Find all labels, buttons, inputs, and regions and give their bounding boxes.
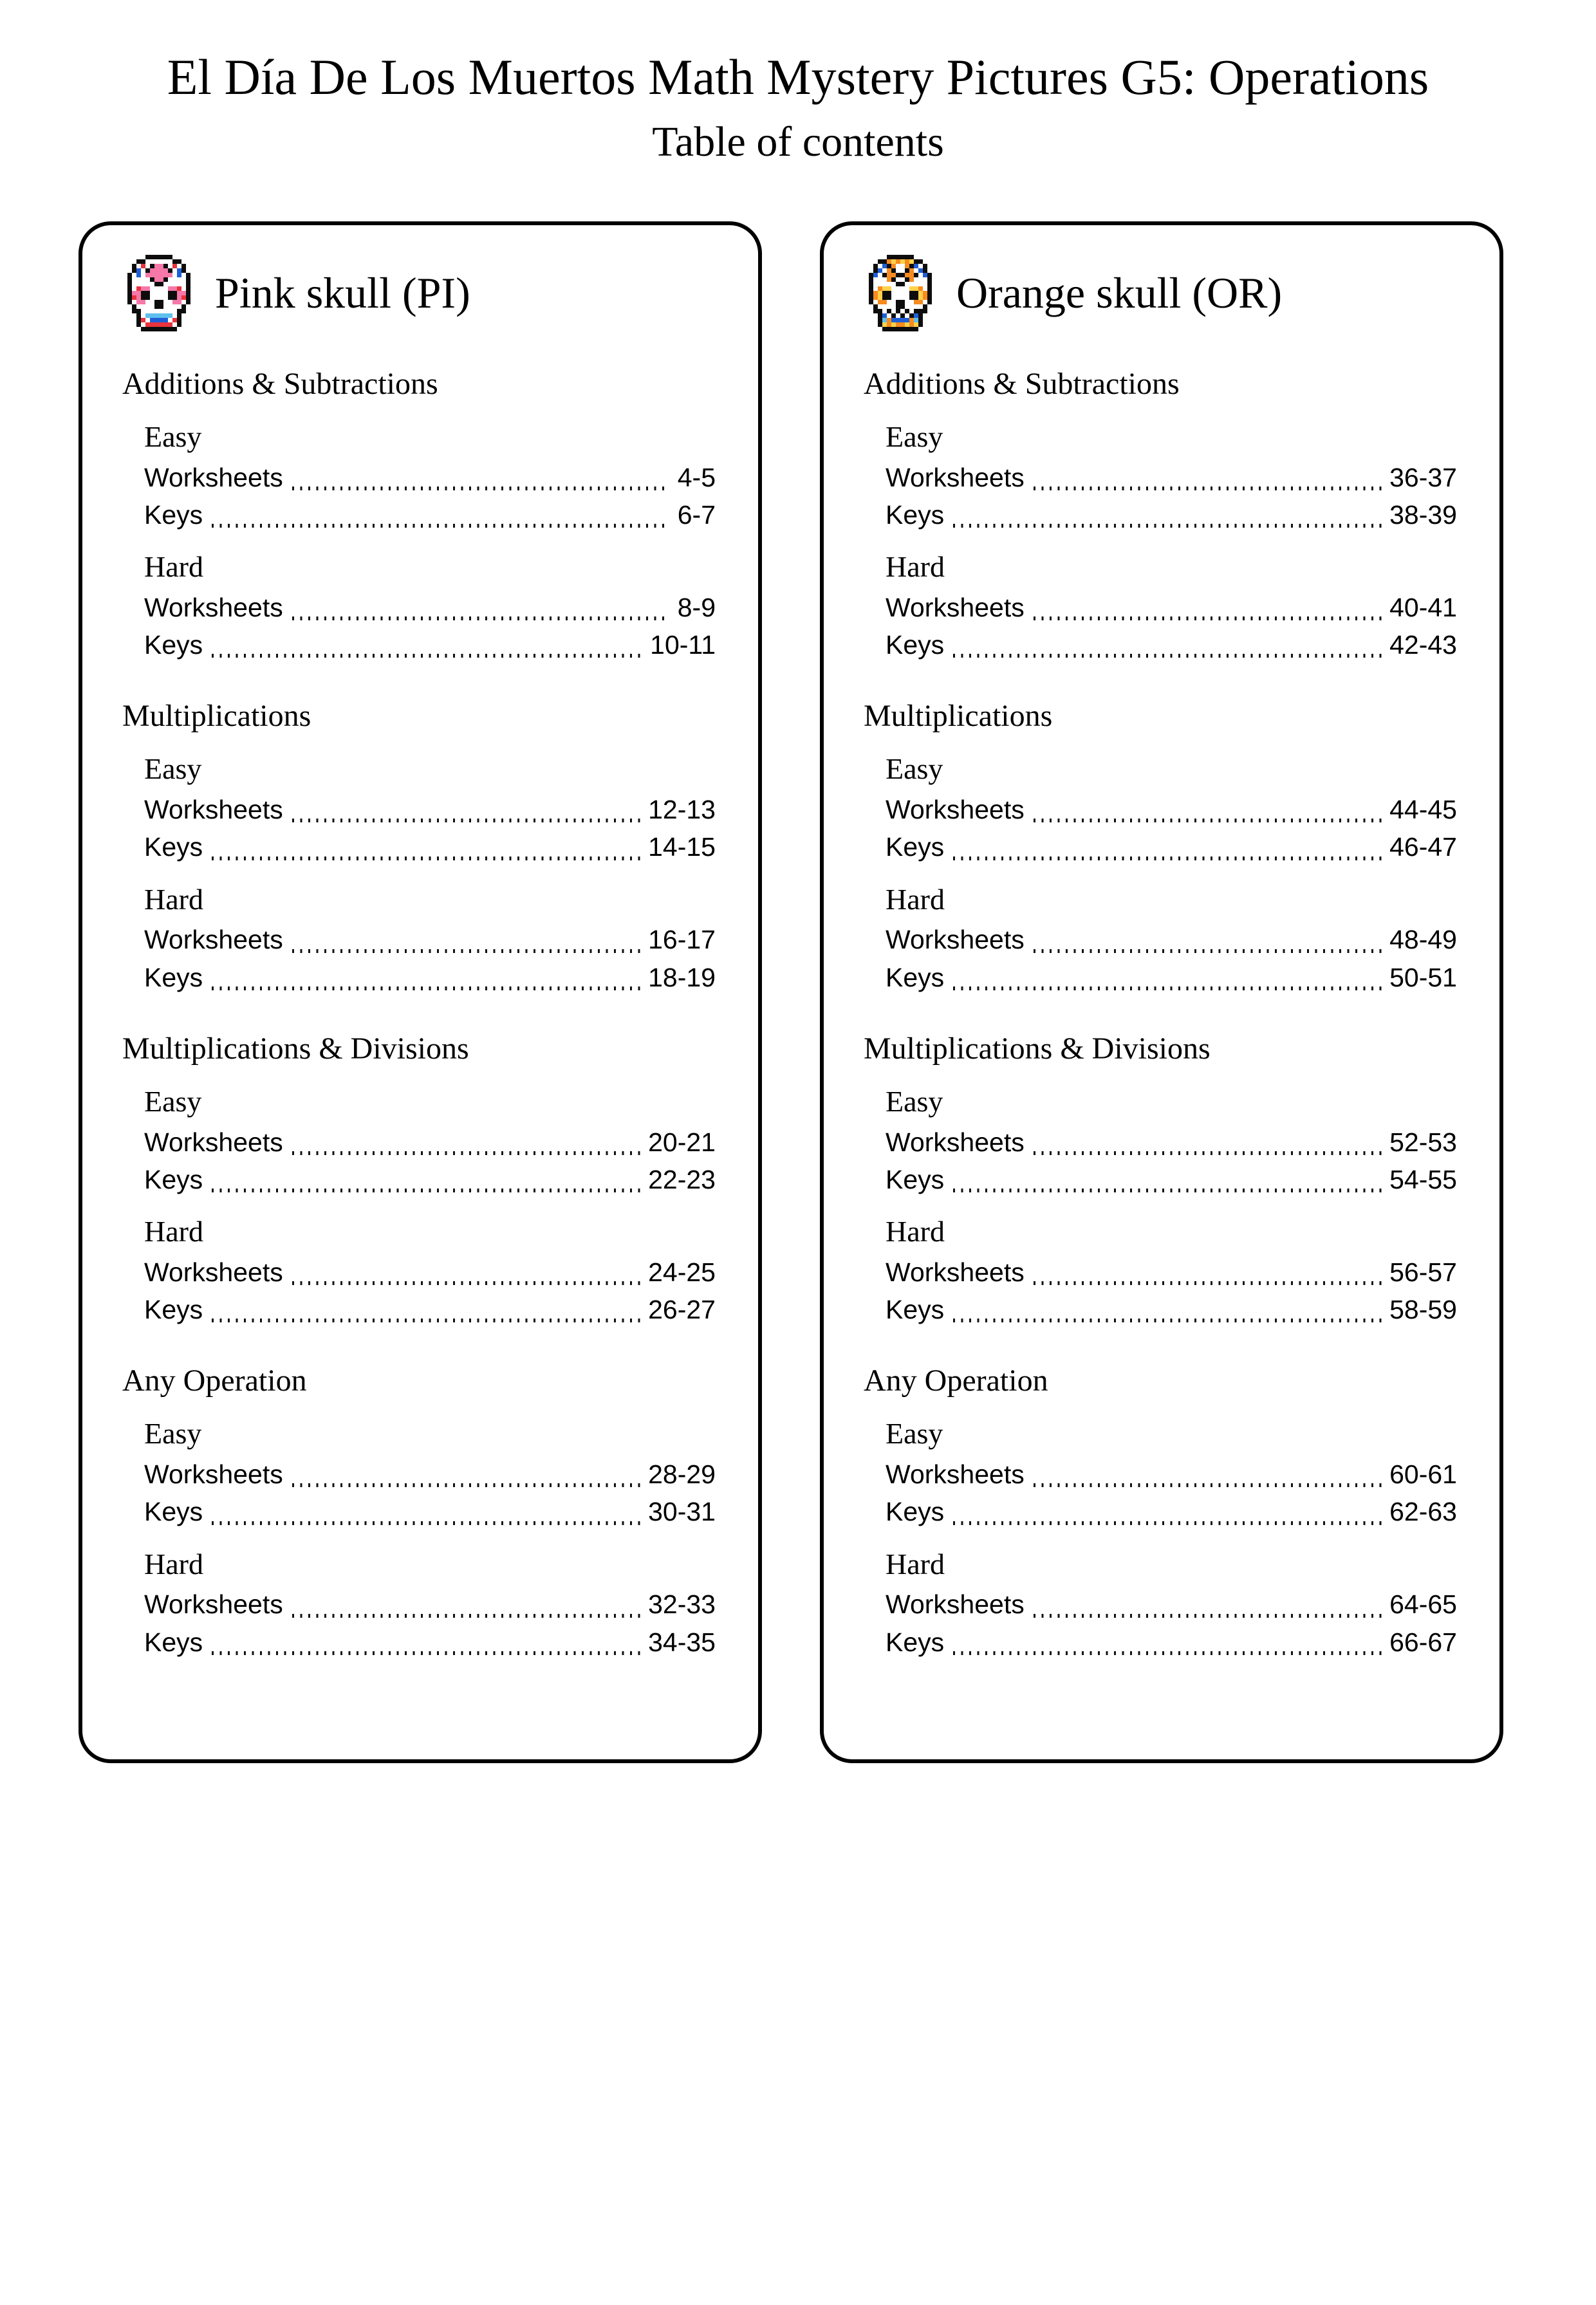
- section-any-operation: [864, 1362, 1457, 1660]
- entry-label: Worksheets: [144, 925, 283, 955]
- leader-dots: [292, 819, 640, 822]
- page-title: El Día De Los Muertos Math Mystery Pictures G5: Operations: [167, 49, 1429, 105]
- toc-entry: [144, 959, 716, 996]
- group-hard: [886, 880, 1457, 996]
- difficulty-label: Hard: [144, 1215, 203, 1248]
- entry-pages: 22-23: [648, 1164, 716, 1194]
- panel-title: Orange skull (OR): [956, 268, 1283, 317]
- toc-entry: [886, 459, 1457, 496]
- leader-dots: [212, 986, 640, 990]
- entry-pages: 42-43: [1389, 630, 1457, 660]
- pink-skull-icon: [127, 255, 190, 331]
- entry-label: Keys: [144, 1295, 203, 1325]
- leader-dots: [1034, 1281, 1382, 1285]
- group-hard: [886, 1545, 1457, 1661]
- section-multiplications: [864, 697, 1457, 995]
- toc-entry: [886, 1161, 1457, 1198]
- difficulty-label: Easy: [144, 420, 202, 453]
- entry-pages: 36-37: [1389, 462, 1457, 492]
- leader-dots: [212, 654, 642, 658]
- entry-pages: 64-65: [1389, 1589, 1457, 1620]
- entry-label: Worksheets: [886, 1127, 1025, 1157]
- difficulty-label: Hard: [144, 882, 203, 916]
- entry-pages: 34-35: [648, 1627, 716, 1657]
- entry-label: Worksheets: [144, 795, 283, 825]
- toc-panels: [0, 221, 1596, 1763]
- section-multiplications-divisions: [122, 1030, 716, 1328]
- entry-pages: 58-59: [1389, 1295, 1457, 1325]
- group-easy: [886, 418, 1457, 533]
- leader-dots: [1034, 486, 1382, 490]
- group-hard: [886, 548, 1457, 663]
- leader-dots: [953, 1189, 1382, 1192]
- difficulty-label: Easy: [886, 1417, 943, 1450]
- entry-label: Keys: [144, 630, 203, 660]
- entry-pages: 48-49: [1389, 925, 1457, 955]
- section-multiplications-divisions: [864, 1030, 1457, 1328]
- section-heading: Multiplications: [864, 699, 1053, 734]
- difficulty-label: Easy: [886, 420, 943, 453]
- difficulty-label: Hard: [144, 1547, 203, 1580]
- entry-label: Keys: [144, 832, 203, 862]
- leader-dots: [212, 1521, 640, 1525]
- difficulty-label: Hard: [886, 1215, 945, 1248]
- toc-entry: [144, 459, 716, 496]
- entry-label: Keys: [886, 832, 945, 862]
- section-heading: Additions & Subtractions: [864, 366, 1180, 401]
- toc-entry: [886, 1254, 1457, 1291]
- difficulty-label: Hard: [886, 1547, 945, 1580]
- leader-dots: [953, 986, 1382, 990]
- entry-label: Worksheets: [144, 592, 283, 622]
- section-multiplications: [122, 697, 716, 995]
- group-hard: [144, 1212, 716, 1328]
- toc-entry: [886, 1586, 1457, 1623]
- toc-entry: [886, 828, 1457, 866]
- toc-entry: [886, 626, 1457, 663]
- toc-entry: [144, 1254, 716, 1291]
- leader-dots: [1034, 616, 1382, 620]
- entry-label: Worksheets: [144, 1127, 283, 1157]
- toc-entry: [886, 1291, 1457, 1328]
- leader-dots: [1034, 1614, 1382, 1618]
- toc-entry: [886, 1456, 1457, 1493]
- entry-label: Keys: [144, 1164, 203, 1194]
- entry-label: Keys: [144, 499, 203, 530]
- entry-pages: 66-67: [1389, 1627, 1457, 1657]
- toc-entry: [886, 791, 1457, 828]
- toc-entry: [144, 1124, 716, 1161]
- leader-dots: [953, 856, 1382, 860]
- entry-pages: 20-21: [648, 1127, 716, 1157]
- toc-panel-orange-skull: [820, 221, 1503, 1763]
- leader-dots: [212, 856, 640, 860]
- group-easy: [144, 750, 716, 866]
- leader-dots: [212, 1651, 640, 1655]
- toc-entry: [144, 828, 716, 866]
- difficulty-label: Hard: [886, 550, 945, 584]
- toc-entry: [144, 626, 716, 663]
- entry-label: Worksheets: [144, 1589, 283, 1620]
- entry-label: Worksheets: [886, 1589, 1025, 1620]
- entry-label: Keys: [886, 499, 945, 530]
- entry-pages: 30-31: [648, 1497, 716, 1527]
- leader-dots: [292, 1151, 640, 1155]
- group-easy: [886, 1414, 1457, 1530]
- entry-pages: 50-51: [1389, 962, 1457, 992]
- entry-label: Worksheets: [144, 462, 283, 492]
- leader-dots: [1034, 819, 1382, 822]
- group-hard: [144, 1545, 716, 1661]
- entry-label: Worksheets: [886, 795, 1025, 825]
- leader-dots: [292, 949, 640, 953]
- entry-pages: 38-39: [1389, 499, 1457, 530]
- toc-entry: [886, 1493, 1457, 1530]
- leader-dots: [953, 654, 1382, 658]
- leader-dots: [292, 1614, 640, 1618]
- leader-dots: [953, 1319, 1382, 1322]
- leader-dots: [1034, 949, 1382, 953]
- entry-pages: 14-15: [648, 832, 716, 862]
- entry-pages: 4-5: [677, 462, 716, 492]
- group-easy: [144, 1082, 716, 1198]
- leader-dots: [953, 524, 1382, 528]
- entry-label: Keys: [886, 1295, 945, 1325]
- toc-entry: [886, 1624, 1457, 1661]
- toc-entry: [886, 959, 1457, 996]
- entry-pages: 8-9: [677, 592, 716, 622]
- entry-pages: 18-19: [648, 962, 716, 992]
- entry-label: Worksheets: [886, 462, 1025, 492]
- toc-entry: [886, 496, 1457, 533]
- toc-entry: [144, 921, 716, 958]
- section-heading: Multiplications: [122, 699, 311, 734]
- entry-label: Keys: [144, 1627, 203, 1657]
- entry-pages: 46-47: [1389, 832, 1457, 862]
- entry-label: Keys: [886, 1497, 945, 1527]
- section-additions-subtractions: [864, 365, 1457, 663]
- entry-pages: 12-13: [648, 795, 716, 825]
- entry-label: Worksheets: [886, 1459, 1025, 1490]
- group-easy: [144, 1414, 716, 1530]
- entry-pages: 6-7: [677, 499, 716, 530]
- entry-pages: 10-11: [650, 630, 716, 660]
- difficulty-label: Hard: [886, 882, 945, 916]
- entry-label: Worksheets: [886, 1257, 1025, 1287]
- toc-entry: [144, 1456, 716, 1493]
- entry-pages: 62-63: [1389, 1497, 1457, 1527]
- entry-pages: 60-61: [1389, 1459, 1457, 1490]
- leader-dots: [953, 1651, 1382, 1655]
- leader-dots: [292, 1281, 640, 1285]
- section-heading: Multiplications & Divisions: [864, 1031, 1211, 1066]
- toc-entry: [144, 589, 716, 626]
- leader-dots: [212, 1189, 640, 1192]
- toc-entry: [144, 1493, 716, 1530]
- toc-entry: [144, 1624, 716, 1661]
- difficulty-label: Easy: [144, 1417, 202, 1450]
- leader-dots: [212, 1319, 640, 1322]
- section-heading: Multiplications & Divisions: [122, 1031, 469, 1066]
- toc-entry: [144, 496, 716, 533]
- entry-label: Keys: [886, 1164, 945, 1194]
- entry-label: Worksheets: [144, 1257, 283, 1287]
- group-easy: [144, 418, 716, 533]
- entry-label: Worksheets: [886, 592, 1025, 622]
- entry-pages: 44-45: [1389, 795, 1457, 825]
- entry-pages: 24-25: [648, 1257, 716, 1287]
- toc-entry: [886, 589, 1457, 626]
- group-easy: [886, 1082, 1457, 1198]
- difficulty-label: Easy: [144, 752, 202, 786]
- toc-entry: [886, 921, 1457, 958]
- difficulty-label: Hard: [144, 550, 203, 584]
- leader-dots: [292, 486, 670, 490]
- section-any-operation: [122, 1362, 716, 1660]
- section-heading: Any Operation: [864, 1364, 1048, 1398]
- entry-label: Worksheets: [886, 925, 1025, 955]
- entry-label: Keys: [144, 962, 203, 992]
- entry-label: Worksheets: [144, 1459, 283, 1490]
- panel-title: Pink skull (PI): [215, 268, 470, 317]
- section-heading: Additions & Subtractions: [122, 366, 438, 401]
- entry-label: Keys: [144, 1497, 203, 1527]
- panel-header: [127, 255, 716, 331]
- leader-dots: [212, 524, 670, 528]
- entry-label: Keys: [886, 1627, 945, 1657]
- leader-dots: [292, 1483, 640, 1487]
- leader-dots: [953, 1521, 1382, 1525]
- entry-pages: 28-29: [648, 1459, 716, 1490]
- entry-pages: 52-53: [1389, 1127, 1457, 1157]
- toc-panel-pink-skull: [79, 221, 762, 1763]
- entry-pages: 54-55: [1389, 1164, 1457, 1194]
- leader-dots: [1034, 1483, 1382, 1487]
- toc-entry: [886, 1124, 1457, 1161]
- entry-pages: 56-57: [1389, 1257, 1457, 1287]
- difficulty-label: Easy: [144, 1084, 202, 1118]
- toc-entry: [144, 1291, 716, 1328]
- page-subtitle: Table of contents: [652, 118, 944, 166]
- section-heading: Any Operation: [122, 1364, 307, 1398]
- difficulty-label: Easy: [886, 752, 943, 786]
- toc-entry: [144, 1586, 716, 1623]
- group-hard: [886, 1212, 1457, 1328]
- entry-pages: 40-41: [1389, 592, 1457, 622]
- difficulty-label: Easy: [886, 1084, 943, 1118]
- section-additions-subtractions: [122, 365, 716, 663]
- orange-skull-icon: [869, 255, 932, 331]
- toc-entry: [144, 1161, 716, 1198]
- entry-pages: 26-27: [648, 1295, 716, 1325]
- entry-pages: 16-17: [648, 925, 716, 955]
- group-hard: [144, 880, 716, 996]
- panel-header: [869, 255, 1457, 331]
- leader-dots: [292, 616, 670, 620]
- entry-label: Keys: [886, 962, 945, 992]
- entry-pages: 32-33: [648, 1589, 716, 1620]
- toc-entry: [144, 791, 716, 828]
- entry-label: Keys: [886, 630, 945, 660]
- group-easy: [886, 750, 1457, 866]
- leader-dots: [1034, 1151, 1382, 1155]
- group-hard: [144, 548, 716, 663]
